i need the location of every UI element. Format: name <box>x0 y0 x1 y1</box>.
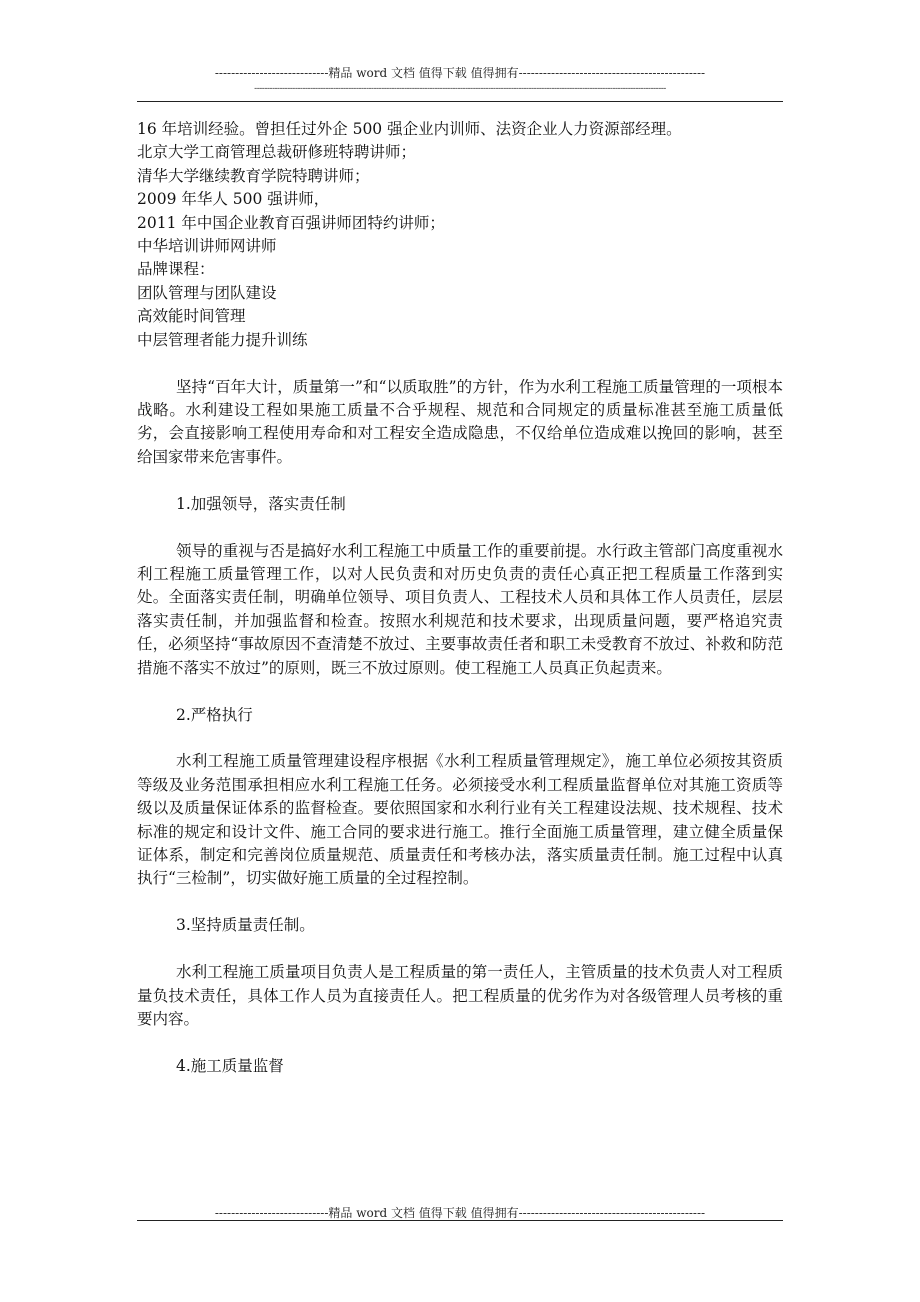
spacer <box>137 352 783 376</box>
section-paragraph: 领导的重视与否是搞好水利工程施工中质量工作的重要前提。水行政主管部门高度重视水利工程施工质量管理工作，以对人民负责和对历史负责的责任心真正把工程质量工作落到实处。全面落实责任制，明确单位领导、项目负责人、工程技术人员和具体工作人员责任，层层落实责任制，并加强监督和检查。按照水利规范和技术要求，出现质量问题，要严格追究责任，必须坚持“事故原因不查清楚不放过、主要事故责任者和职工未受教育不放过、补救和防范措施不落实不放过”的原则，既三不放过原则。使工程施工人员真正负起责来。 <box>137 541 783 677</box>
intro-line: 中层管理者能力提升训练 <box>137 330 308 349</box>
intro-line: 品牌课程： <box>137 260 215 279</box>
intro-line: 高效能时间管理 <box>137 307 246 326</box>
spacer <box>137 727 783 751</box>
footer-banner: ----------------------------精品 word 文档 值得下载 值得拥有---------------------------------------------- <box>214 1206 706 1220</box>
section-heading: 3.坚持质量责任制。 <box>176 916 315 935</box>
footer-rule <box>137 1220 783 1221</box>
spacer <box>137 516 783 540</box>
spacer <box>137 1032 783 1056</box>
section-heading: 4.施工质量监督 <box>176 1057 284 1075</box>
section-heading: 2.严格执行 <box>176 705 253 724</box>
section-paragraph: 水利工程施工质量管理建设程序根据《水利工程质量管理规定》，施工单位必须按其资质等级及业务范围承担相应水利工程施工任务。必须接受水利工程质量监督单位对其施工资质等级以及质量保证体系的监督检查。要依照国家和水利行业有关工程建设法规、技术规程、技术标准的规定和设计文件、施工合同的要求进行施工。推行全面施工质量管理，建立健全质量保证体系，制定和完善岗位质量规范、质量责任和考核办法，落实质量责任制。施工过程中认真执行“三检制”，切实做好施工质量的全过程控制。 <box>137 752 783 888</box>
header-banner: ----------------------------精品 word 文档 值得下载 值得拥有---------------------------------------------- <box>214 66 706 80</box>
header-rule <box>137 101 783 102</box>
intro-line: 北京大学工商管理总裁研修班特聘讲师； <box>137 143 417 162</box>
intro-line: 16 年培训经验。曾担任过外企 500 强企业内训师、法资企业人力资源部经理。 <box>137 120 682 138</box>
intro-line: 2009 年华人 500 强讲师， <box>137 190 330 209</box>
intro-line: 团队管理与团队建设 <box>137 283 277 302</box>
document-body <box>137 118 783 1078</box>
header-dashes: ------------------------------------------------------------------------------------------------------------------------------------------------------------------ <box>254 84 666 94</box>
spacer <box>137 891 783 915</box>
spacer <box>137 469 783 493</box>
intro-line: 中华培训讲师网讲师 <box>137 237 277 256</box>
intro-line: 2011 年中国企业教育百强讲师团特约讲师； <box>137 213 445 232</box>
spacer <box>137 680 783 704</box>
spacer <box>137 938 783 962</box>
intro-line: 清华大学继续教育学院特聘讲师； <box>137 166 370 185</box>
section-heading: 1.加强领导，落实责任制 <box>176 494 346 513</box>
section-paragraph: 水利工程施工质量项目负责人是工程质量的第一责任人，主管质量的技术负责人对工程质量负技术责任，具体工作人员为直接责任人。把工程质量的优劣作为对各级管理人员考核的重要内容。 <box>137 963 783 1029</box>
intro-paragraph: 坚持“百年大计，质量第一”和“以质取胜”的方针，作为水利工程施工质量管理的一项根本战略。水利建设工程如果施工质量不合乎规程、规范和合同规定的质量标准甚至施工质量低劣，会直接影响工程使用寿命和对工程安全造成隐患，不仅给单位造成难以挽回的影响，甚至给国家带来危害事件。 <box>137 377 783 466</box>
